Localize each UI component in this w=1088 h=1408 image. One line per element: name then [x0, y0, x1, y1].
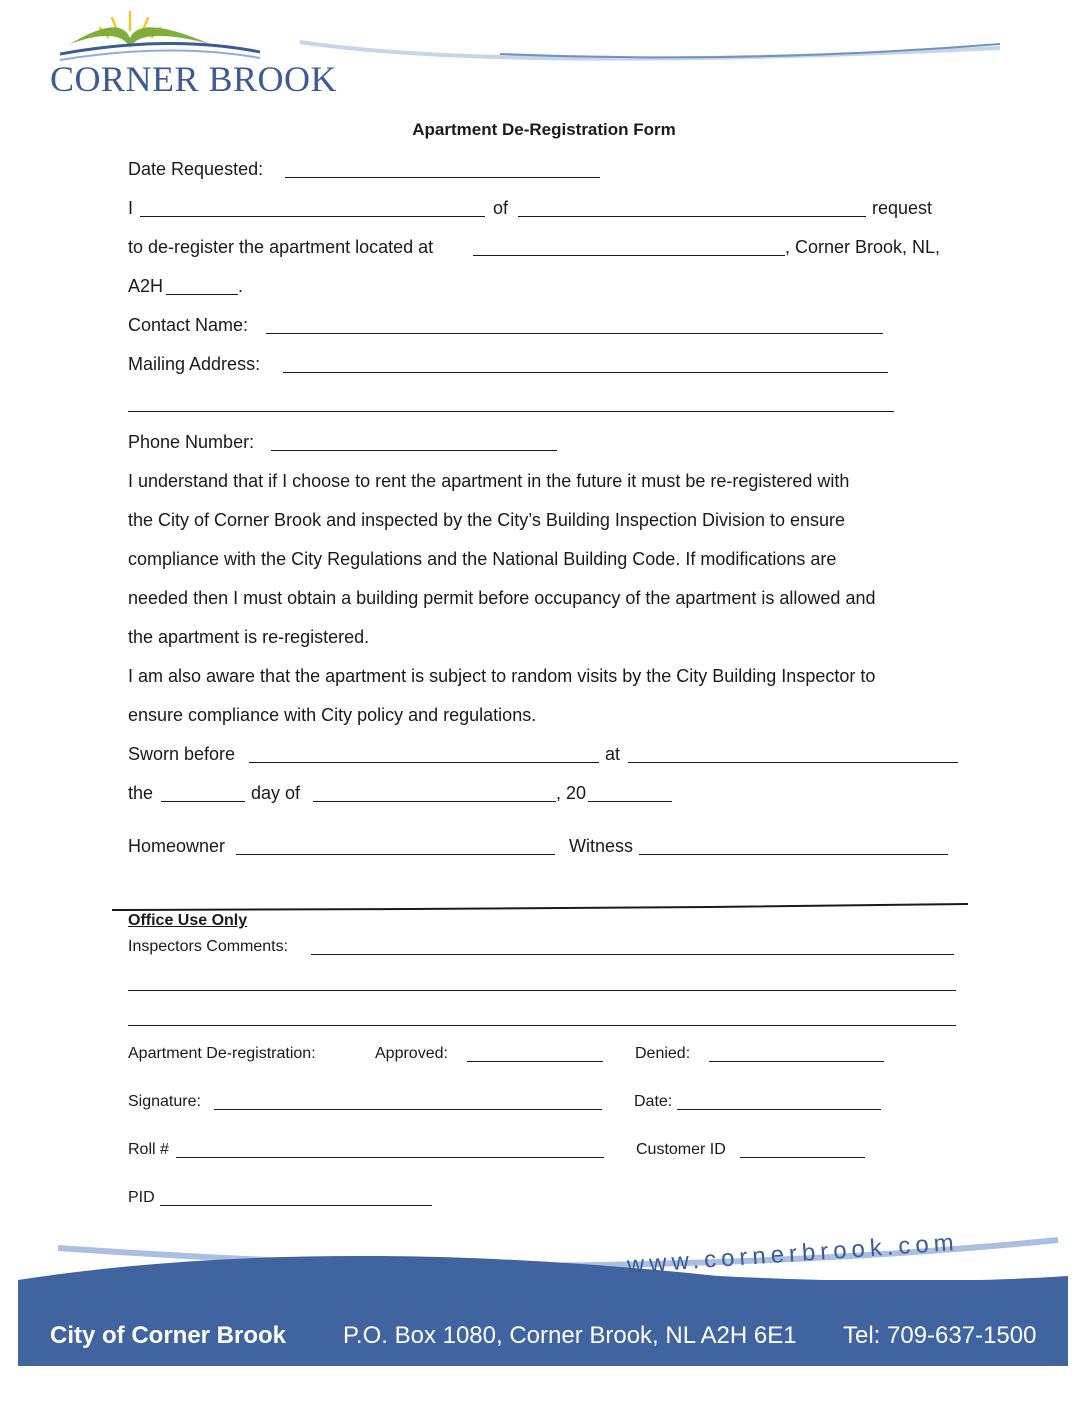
at-label: at — [605, 744, 621, 764]
i-label: I — [128, 198, 134, 218]
mailing-address-field-2[interactable] — [128, 411, 894, 412]
date-requested-label: Date Requested: — [128, 159, 264, 179]
phone-number-label: Phone Number: — [128, 432, 255, 452]
month-field[interactable] — [313, 801, 556, 802]
customer-id-label: Customer ID — [636, 1141, 726, 1158]
approved-label: Approved: — [375, 1045, 448, 1062]
logo-text: CORNER BROOK — [50, 59, 338, 99]
witness-label: Witness — [569, 836, 634, 856]
inspectors-comments-field[interactable] — [311, 954, 954, 955]
phone-number-field[interactable] — [271, 450, 557, 451]
mailing-address-label: Mailing Address: — [128, 354, 261, 374]
apartment-location-field[interactable] — [473, 255, 785, 256]
footer-address: P.O. Box 1080, Corner Brook, NL A2H 6E1 — [343, 1322, 797, 1349]
customer-id-field[interactable] — [740, 1157, 865, 1158]
applicant-address-field[interactable] — [518, 216, 866, 217]
date-field[interactable] — [677, 1109, 881, 1110]
signature-label: Signature: — [128, 1093, 201, 1110]
postal-suffix: . — [238, 276, 244, 296]
postal-prefix: A2H — [128, 276, 164, 296]
pid-label: PID — [128, 1189, 155, 1206]
day-field[interactable] — [161, 801, 245, 802]
contact-name-field[interactable] — [266, 333, 883, 334]
inspectors-comments-field-3[interactable] — [128, 1025, 956, 1026]
para1-line5: the apartment is re-registered. — [128, 627, 370, 647]
year-label: , 20 — [556, 783, 587, 803]
homeowner-label: Homeowner — [128, 836, 226, 856]
sworn-before-label: Sworn before — [128, 744, 236, 764]
contact-name-label: Contact Name: — [128, 315, 249, 335]
signature-field[interactable] — [214, 1109, 602, 1110]
postal-code-field[interactable] — [166, 294, 238, 295]
deregistration-label: Apartment De-registration: — [128, 1045, 316, 1062]
applicant-name-field[interactable] — [140, 216, 485, 217]
pid-field[interactable] — [160, 1205, 432, 1206]
roll-field[interactable] — [176, 1157, 604, 1158]
para1-line1: I understand that if I choose to rent the apartment in the future it must be re-registered with — [128, 471, 850, 491]
the-label: the — [128, 783, 154, 803]
day-of-label: day of — [251, 783, 301, 803]
roll-label: Roll # — [128, 1141, 169, 1158]
sunrise-icon — [60, 4, 280, 64]
approved-field[interactable] — [467, 1061, 603, 1062]
city-label: , Corner Brook, NL, — [785, 237, 941, 257]
office-use-heading: Office Use Only — [128, 912, 248, 929]
inspectors-comments-field-2[interactable] — [128, 990, 956, 991]
para1-line3: compliance with the City Regulations and the National Building Code. If modifications are — [128, 549, 837, 569]
header-swoosh — [300, 30, 1010, 70]
inspectors-comments-label: Inspectors Comments: — [128, 938, 289, 955]
request-label: request — [872, 198, 933, 218]
deregister-label: to de-register the apartment located at — [128, 237, 434, 257]
para2-line2: ensure compliance with City policy and regulations. — [128, 705, 537, 725]
mailing-address-field[interactable] — [283, 372, 888, 373]
denied-field[interactable] — [709, 1061, 884, 1062]
website-link[interactable]: www.cornerbrook.com — [626, 1228, 960, 1280]
date-label: Date: — [634, 1093, 673, 1110]
witness-signature-field[interactable] — [639, 854, 948, 855]
para2-line1: I am also aware that the apartment is subject to random visits by the City Building Inspector to — [128, 666, 876, 686]
sworn-before-field[interactable] — [249, 762, 599, 763]
footer-city: City of Corner Brook — [50, 1322, 287, 1349]
para1-line2: the City of Corner Brook and inspected by the City’s Building Inspection Division to ensure — [128, 510, 846, 530]
para1-line4: needed then I must obtain a building permit before occupancy of the apartment is allowed and — [128, 588, 876, 608]
year-field[interactable] — [588, 801, 672, 802]
homeowner-signature-field[interactable] — [236, 854, 555, 855]
footer-tel: Tel: 709-637-1500 — [843, 1322, 1037, 1349]
form-title: Apartment De-Registration Form — [412, 120, 676, 139]
of-label: of — [493, 198, 509, 218]
denied-label: Denied: — [635, 1045, 691, 1062]
sworn-at-field[interactable] — [628, 762, 958, 763]
date-requested-field[interactable] — [285, 177, 600, 178]
